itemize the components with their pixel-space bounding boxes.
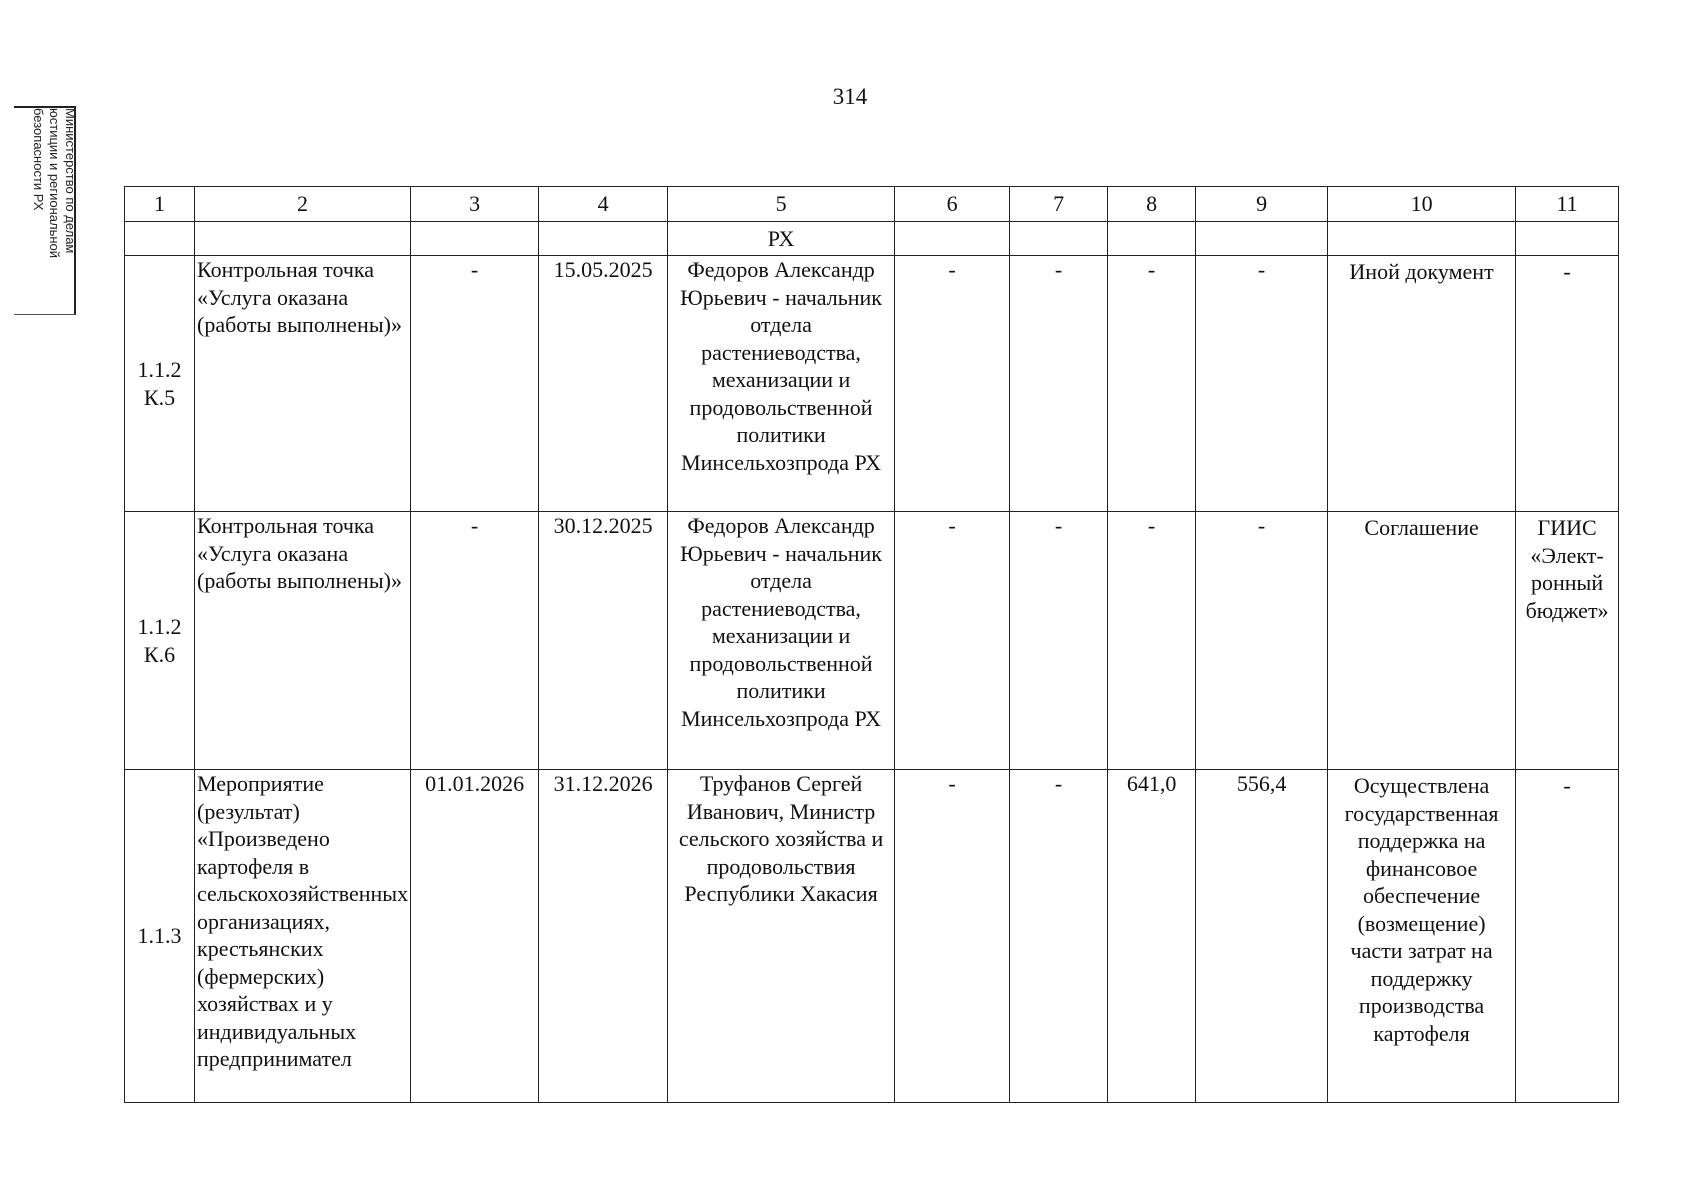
end-date: 15.05.2025 — [539, 256, 668, 512]
header-col-7: 7 — [1010, 187, 1108, 222]
row-number: 1.1.3 — [125, 770, 195, 1103]
header-col-8: 8 — [1108, 187, 1196, 222]
document-type: Соглашение — [1328, 512, 1516, 770]
cell-col-8: 641,0 — [1108, 770, 1196, 1103]
row-number: 1.1.2 К.6 — [125, 512, 195, 770]
continuation-row — [125, 222, 1619, 256]
start-date: - — [411, 256, 539, 512]
page-number: 314 — [832, 84, 868, 109]
cell-col-7: - — [1010, 256, 1108, 512]
start-date: 01.01.2026 — [411, 770, 539, 1103]
table-row — [125, 256, 1619, 512]
cell-col-6: - — [895, 512, 1010, 770]
responsible-person: Труфанов Сергей Иванович, Министр сельского хозяйства и продовольствия Республики Хакасия — [668, 770, 895, 1103]
header-col-6: 6 — [895, 187, 1010, 222]
continuation-cell: РХ — [668, 222, 895, 256]
row-number: 1.1.2 К.5 — [125, 256, 195, 512]
stamp-line-1: Министерство по делам — [63, 108, 78, 254]
document-type: Иной документ — [1328, 256, 1516, 512]
result-description: Осуществлена государственная поддержка на финансовое обеспечение (возмещение) части затрат на поддержку производства картофеля — [1328, 770, 1516, 1103]
info-system: - — [1516, 256, 1619, 512]
header-col-10: 10 — [1328, 187, 1516, 222]
stamp-line-3: безопасности РХ — [31, 108, 46, 211]
info-system: - — [1516, 770, 1619, 1103]
cell-col-6: - — [895, 770, 1010, 1103]
cell-col-8: - — [1108, 512, 1196, 770]
cell-col-6: - — [895, 256, 1010, 512]
cell-col-8: - — [1108, 256, 1196, 512]
stamp-text — [20, 108, 78, 314]
header-col-3: 3 — [411, 187, 539, 222]
cell-col-9: - — [1196, 512, 1328, 770]
info-system: ГИИС «Элект-ронный бюджет» — [1516, 512, 1619, 770]
header-col-4: 4 — [539, 187, 668, 222]
table-row — [125, 770, 1619, 1103]
row-title: Контрольная точка «Услуга оказана (работы выполнены)» — [195, 256, 411, 512]
end-date: 30.12.2025 — [539, 512, 668, 770]
cell-col-9: 556,4 — [1196, 770, 1328, 1103]
header-col-2: 2 — [195, 187, 411, 222]
header-col-9: 9 — [1196, 187, 1328, 222]
responsible-person: Федоров Александр Юрьевич - начальник отдела растениеводства, механизации и продовольственной политики Минсельхозпрода РХ — [668, 256, 895, 512]
header-row — [125, 187, 1619, 222]
end-date: 31.12.2026 — [539, 770, 668, 1103]
plan-table — [124, 186, 1619, 1103]
stamp-line-2: юстиции и региональной — [47, 108, 62, 259]
cell-col-9: - — [1196, 256, 1328, 512]
cell-col-7: - — [1010, 770, 1108, 1103]
table-row — [125, 512, 1619, 770]
header-col-5: 5 — [668, 187, 895, 222]
start-date: - — [411, 512, 539, 770]
header-col-1: 1 — [125, 187, 195, 222]
row-title: Мероприятие (результат) «Произведено картофеля в сельскохозяйственных организациях, крестьянских (фермерских) хозяйствах и у индивидуальных предпринимател — [195, 770, 411, 1103]
responsible-person: Федоров Александр Юрьевич - начальник отдела растениеводства, механизации и продовольственной политики Минсельхозпрода РХ — [668, 512, 895, 770]
header-col-11: 11 — [1516, 187, 1619, 222]
cell-col-7: - — [1010, 512, 1108, 770]
row-title: Контрольная точка «Услуга оказана (работы выполнены)» — [195, 512, 411, 770]
